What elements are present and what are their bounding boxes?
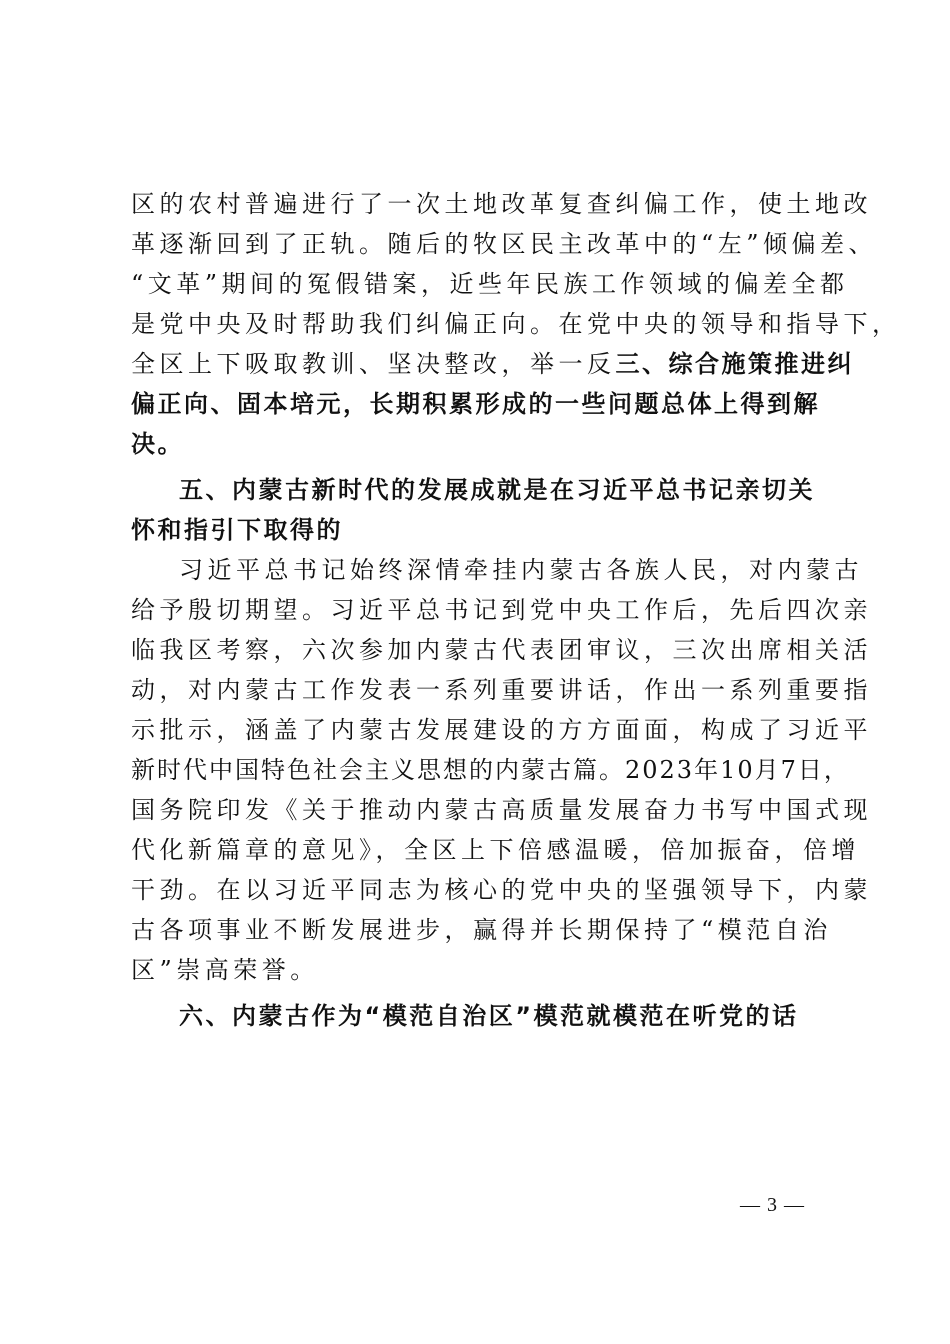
paragraph-line: “文革”期间的冤假错案，近些年民族工作领域的偏差全都: [131, 270, 849, 298]
paragraph-line: 古各项事业不断发展进步，赢得并长期保持了“模范自治: [131, 916, 832, 944]
bold-paragraph-line: 决。: [131, 430, 184, 458]
section-3-continuation: [131, 184, 901, 464]
paragraph-line: 示批示，涵盖了内蒙古发展建设的方方面面，构成了习近平: [131, 716, 872, 744]
paragraph-line: 干劲。在以习近平同志为核心的党中央的坚强领导下，内蒙: [131, 876, 872, 904]
normal-text: 全区上下吸取教训、坚决整改，举一反: [131, 350, 616, 378]
paragraph-line: 给予殷切期望。习近平总书记到党中央工作后，先后四次亲: [131, 596, 872, 624]
paragraph-line: 区”崇高荣誉。: [131, 956, 319, 984]
paragraph-line: 动，对内蒙古工作发表一系列重要讲话，作出一系列重要指: [131, 676, 872, 704]
section-5-heading: 五、内蒙古新时代的发展成就是在习近平总书记亲切关: [179, 476, 815, 504]
paragraph-line: 国务院印发《关于推动内蒙古高质量发展奋力书写中国式现: [131, 796, 872, 824]
section-5: [131, 470, 872, 990]
paragraph-line: 临我区考察，六次参加内蒙古代表团审议，三次出席相关活: [131, 636, 872, 664]
paragraph-line: 新时代中国特色社会主义思想的内蒙古篇。2023年10月7日，: [131, 756, 850, 784]
paragraph-line: 革逐渐回到了正轨。随后的牧区民主改革中的“左”倾偏差、: [131, 230, 878, 258]
paragraph-line: 是党中央及时帮助我们纠偏正向。在党中央的领导和指导下，: [131, 310, 901, 338]
paragraph-line: 区的农村普遍进行了一次土地改革复查纠偏工作，使土地改: [131, 190, 872, 218]
paragraph-line: 习近平总书记始终深情牵挂内蒙古各族人民，对内蒙古: [179, 556, 863, 584]
bold-text: 三、综合施策推进纠: [615, 350, 854, 378]
section-6-heading: 六、内蒙古作为“模范自治区”模范就模范在听党的话: [179, 1002, 799, 1030]
section-6: [131, 996, 843, 1036]
document-page: [131, 184, 901, 1036]
section-5-heading: 怀和指引下取得的: [131, 516, 343, 544]
paragraph-line: 代化新篇章的意见》，全区上下倍感温暖，倍加振奋，倍增: [131, 836, 860, 864]
paragraph-line-mixed: [131, 344, 854, 384]
page-number: — 3 —: [740, 1194, 805, 1216]
bold-paragraph-line: 偏正向、固本培元，长期积累形成的一些问题总体上得到解: [131, 390, 820, 418]
